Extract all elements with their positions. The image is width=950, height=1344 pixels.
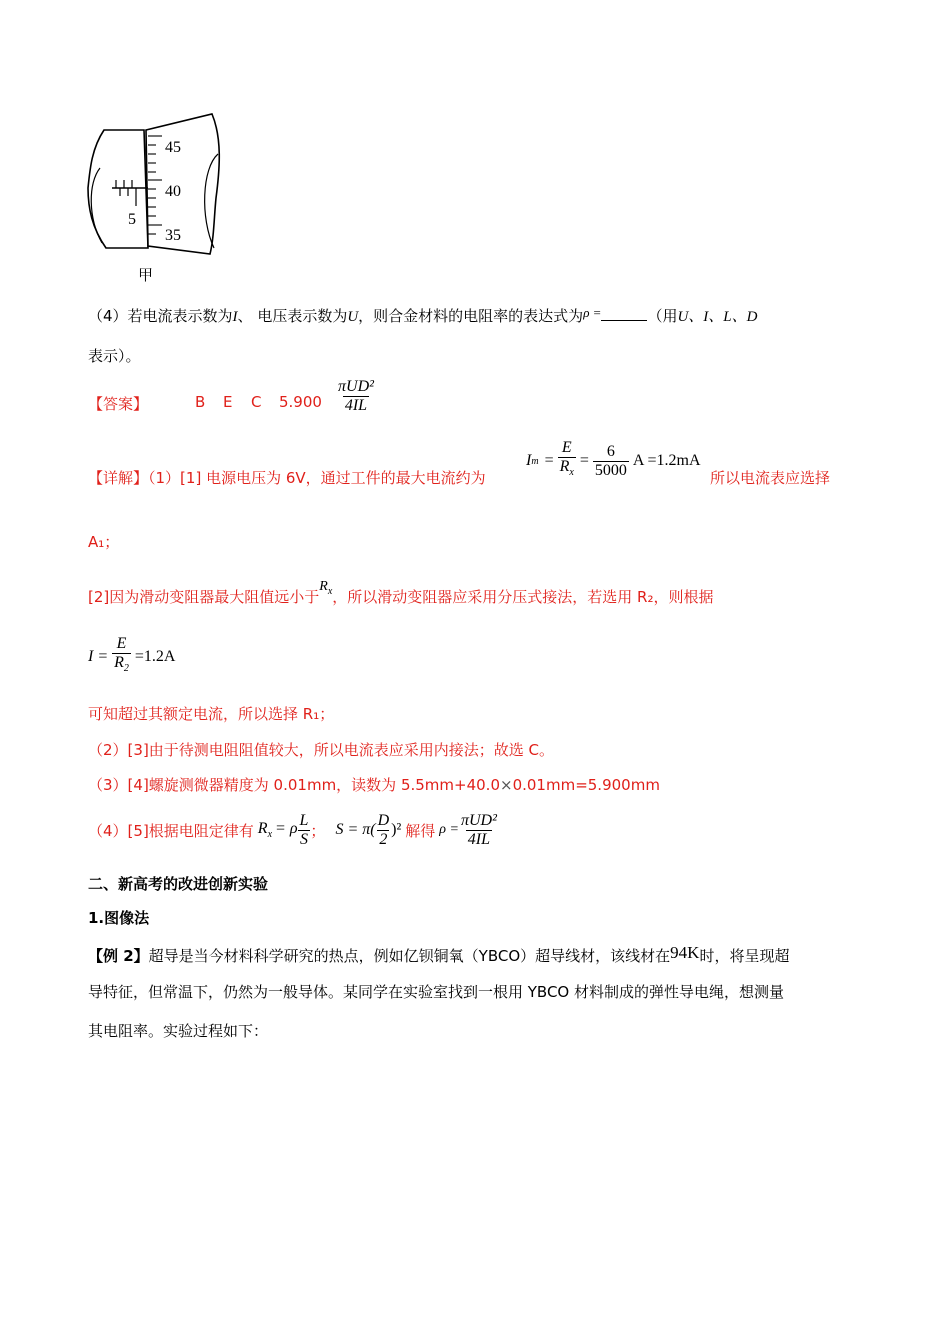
answer-fraction: πUD² 4IL	[338, 378, 374, 414]
detail-p6: （4）[5]根据电阻定律有 $R_x = \rho$ $\frac{L}{S}$ ； S = π( $\frac{D}{2}$ )² 解得 ρ = $\frac{\text{πUD²}}{4IL}$	[88, 811, 497, 848]
example-line2: 导特征，但常温下，仍然为一般导体。某同学在实验室找到一根用 YBCO 材料制成的弹性导电绳，想测量	[88, 983, 785, 1001]
var-U: U	[347, 309, 359, 325]
detail-line1: 【详解】（1）[1] 电源电压为 6V，通过工件的最大电流约为	[88, 469, 486, 487]
figure-caption: 甲	[138, 266, 154, 284]
main-scale-label: 5	[128, 211, 136, 228]
detail-p5: （3）[4]螺旋测微器精度为 0.01mm，读数为 5.5mm+40.0×0.01mm=5.900mm	[88, 776, 660, 794]
eq-I-R2: I = $\frac{E}{R_2}$ =1.2A	[88, 632, 175, 682]
answer-choice-4: 5.900	[279, 393, 322, 411]
section-heading: 二、新高考的改进创新实验	[88, 875, 269, 893]
rho-eq: ρ =	[583, 305, 602, 320]
answer-choice-2: E	[223, 393, 233, 411]
answer-choice-1: B	[195, 393, 206, 411]
section-subheading: 1.图像法	[88, 909, 150, 927]
answer-choice-3: C	[251, 393, 262, 411]
q4-line2: 表示）。	[88, 347, 141, 365]
detail-A1: A₁；	[88, 533, 120, 551]
var-I: I	[232, 309, 238, 325]
eq-Im: I m = $\frac{E}{R_x}$ = $\frac{6}{5000}$ A =1.2mA	[526, 436, 701, 486]
scale-label-35: 35	[165, 227, 181, 244]
detail-p2: [2]因为滑动变阻器最大阻值远小于$R_x$，所以滑动变阻器应采用分压式接法，若选用 R₂，则根据	[88, 579, 714, 606]
q4-line1: （4）若电流表示数为I、 电压表示数为U，则合金材料的电阻率的表达式为ρ = （用U、I、L、D	[88, 305, 758, 325]
detail-p3: 可知超过其额定电流，所以选择 R₁；	[88, 705, 335, 723]
answer-blank[interactable]	[601, 306, 647, 321]
example-line3: 其电阻率。实验过程如下：	[88, 1022, 269, 1040]
example-line1: 【例 2】超导是当今材料科学研究的热点，例如亿钡铜氧（YBCO）超导线材，该线材在94K时，将呈现超	[88, 943, 790, 965]
answer-label: 【答案】	[88, 395, 149, 413]
detail-p4: （2）[3]由于待测电阻阻值较大，所以电流表应采用内接法；故选 C。	[88, 741, 555, 759]
scale-label-40: 40	[165, 183, 181, 200]
micrometer-figure	[82, 108, 232, 258]
detail-line1b: 所以电流表应选择	[710, 469, 831, 487]
scale-label-45: 45	[165, 139, 181, 156]
